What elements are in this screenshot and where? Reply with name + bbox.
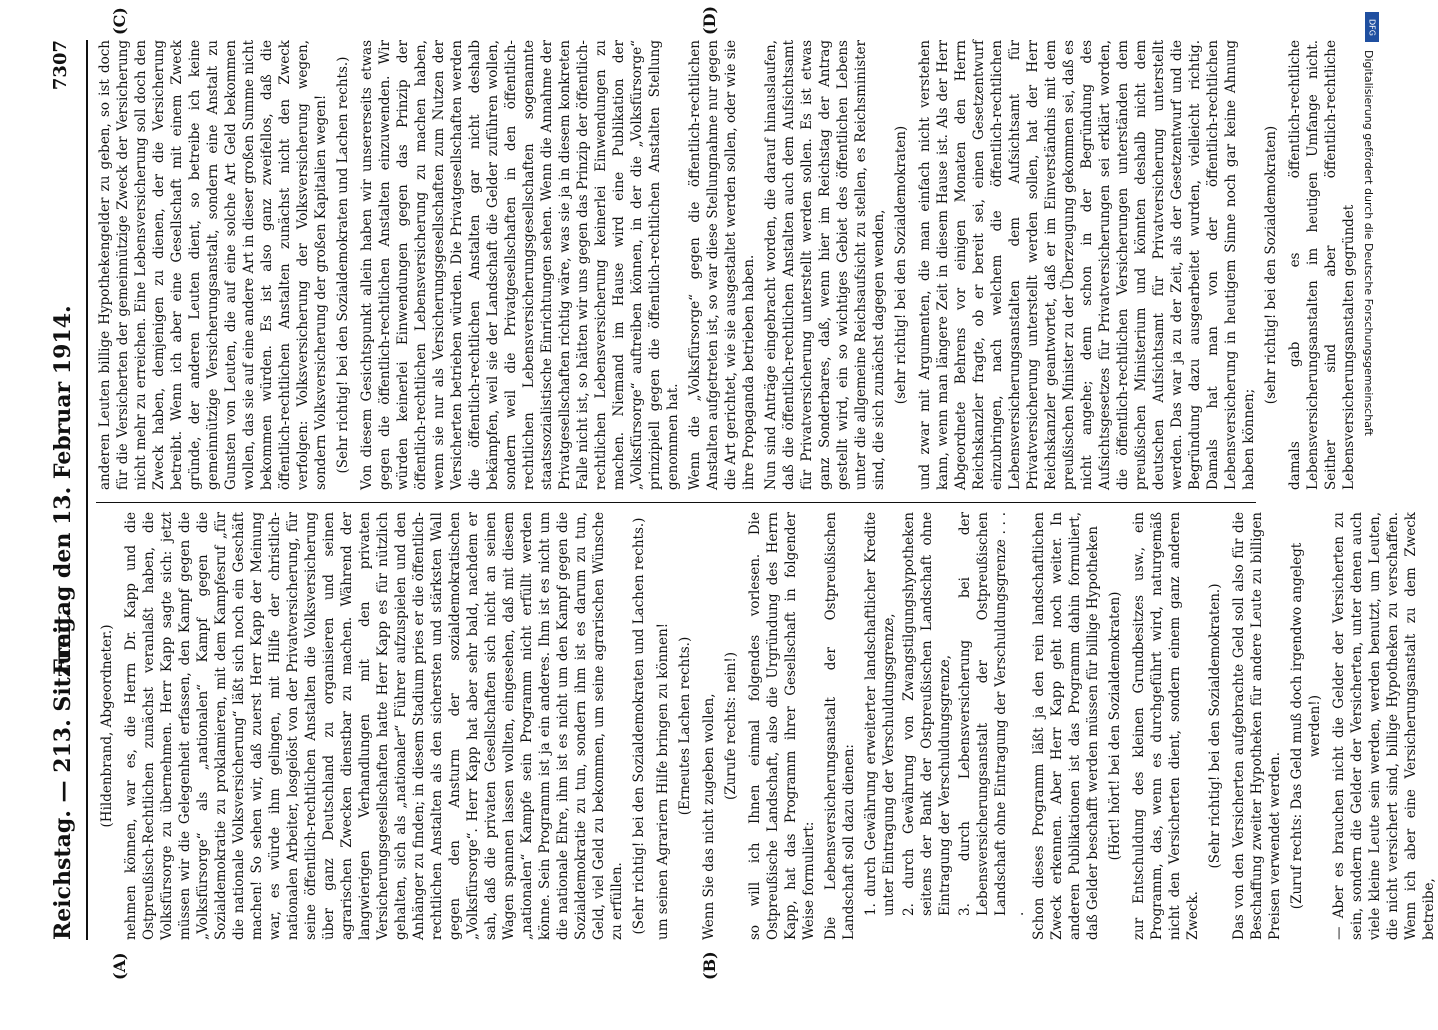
paragraph: Wenn Sie das nicht zugeben wollen, xyxy=(701,693,717,940)
margin-marker-d: (D) xyxy=(700,5,719,35)
margin-marker-a: (A) xyxy=(110,952,129,980)
interjection: (sehr richtig! bei den Sozialdemokraten) xyxy=(893,125,909,405)
quote-intro: Die Lebensversicherungsanstalt der Ostpreußischen Landschaft soll dazu dienen: xyxy=(823,512,857,940)
paragraph: — Aber es brauchen nicht die Gelder der Versicherten zu sein, sondern die Gelder der Versicherten, unter denen auch viele kleine Leute sein werden, werden benutzt, um Leuten, die nicht versichert sind, billige Hypotheken zu verschaffen. Wenn ich aber eine Versicherungsanstalt zu dem Zweck betreibe, xyxy=(1331,512,1437,940)
paragraph: um seinen Agrariern Hilfe bringen zu können! xyxy=(655,622,671,940)
margin-marker-b: (B) xyxy=(700,951,719,980)
interjection: (Erneutes Lachen rechts.) xyxy=(677,636,693,816)
interjection: (Zuruf rechts: Das Geld muß doch irgendwo angelegt werden!) xyxy=(1289,542,1323,910)
interjection: (sehr richtig! bei den Sozialdemokraten) xyxy=(1263,125,1279,405)
paragraph: so will ich Ihnen einmal folgendes vorlesen. Die Ostpreußische Landschaft, also die Urgründung des Herrn Kapp, hat das Programm ihrer Gesellschaft in folgender Weise formuliert: xyxy=(747,512,817,940)
paragraph: damals gab es öffentlich-rechtliche Lebensversicherungsanstalten im heutigen Umfange nicht. Seither sind aber öffentlich-rechtliche Lebensversicherungsanstalten gegründet xyxy=(1287,40,1357,490)
interjection: (Hört! hört! bei den Sozialdemokraten) xyxy=(1107,591,1123,861)
list-item: 3. durch Lebensversicherung bei der Lebensversicherungsanstalt der Ostpreußischen Landschaft ohne Eintragung der Verschuldungsgrenze . . . . xyxy=(957,512,1027,916)
paragraph: und zwar mit Argumenten, die man einfach nicht verstehen kann, wenn man längere Zeit in diesem Hause ist. Als der Herr Abgeordnete Behrens vor einigen Monaten den Herrn Reichskanzler fragte, ob er bereit sei, einen Gesetzentwurf einzubringen, nach welchem die öffentlich-rechtlichen Lebensversicherungsanstalten dem Aufsichtsamt für Privatversicherung unterstellt werden sollen, hat der Herr Reichskanzler geantwortet, daß er im Einverständnis mit dem preußischen Minister zu der Überzeugung gekommen sei, daß es nicht angehe; denn schon in der Begründung des Aufsichtsgesetzes für Privatversicherungen sei erklärt worden, die öffentlich-rechtlichen Versicherungen unterständen dem preußischen Ministerium und könnten deshalb nicht dem deutschen Aufsichtsamt für Privatversicherung unterstellt werden. Das war ja zu der Zeit, als der Gesetzentwurf und die Begründung dazu ausgearbeitet wurden, vielleicht richtig. Damals hat man von der öffentlich-rechtlichen Lebensversicherung in heutigem Sinne noch gar keine Ahnung haben können; xyxy=(917,40,1257,490)
paragraph: zur Entschuldung des kleinen Grundbesitzes usw., ein Programm, das, wenn es durchgeführt wird, naturgemäß nicht den Versicherten dient, sondern einem ganz anderen Zweck. xyxy=(1131,512,1201,940)
interjection: (Sehr richtig! bei den Sozialdemokraten und Lachen rechts.) xyxy=(335,56,351,474)
paragraph: Von diesem Gesichtspunkt allein haben wir unsererseits etwas gegen die öffentlich-rechtlichen Anstalten einzuwenden. Wir würden keinerlei Einwendungen gegen das Prinzip der öffentlich-rechtlichen Lebensversicherung zu machen haben, wenn sie nur als Versicherungsgesellschaften zum Nutzen der Versicherten betrieben würden. Die Privatgesellschaften werden die öffentlich-rechtlichen Anstalten gar nicht deshalb bekämpfen, weil sie der Landschaft die Gelder zuführen wollen, sondern weil die Privatgesellschaften in den öffentlich-rechtlichen Lebensversicherungsgesellschaften sogenannte staatssozialistische Einrichtungen sehen. Wenn die Annahme der Privatgesellschaften richtig wäre, was sie ja in diesem konkreten Falle nicht ist, so hätten wir uns gegen das Prinzip der öffentlich-rechtlichen Lebensversicherung keinerlei Einwendungen zu machen. Niemand im Hause wird eine Publikation der „Volksfürsorge“ auftreiben können, in der die „Volksfürsorge“ prinzipiell gegen die öffentlich-rechtlichen Anstalten Stellung genommen hat. xyxy=(359,40,681,490)
paragraph: Schon dieses Programm läßt ja den rein landschaftlichen Zweck erkennen. Aber Herr Kapp geht noch weiter. In anderen Publikationen ist das Programm dahin formuliert, daß Gelder beschafft werden müssen für billige Hypotheken xyxy=(1031,512,1101,940)
column-divider xyxy=(96,502,1256,503)
interjection: (Sehr richtig! bei den Sozialdemokraten.) xyxy=(1207,583,1223,869)
interjection: (Zurufe rechts: nein!) xyxy=(723,651,739,801)
list-item: 1. durch Gewährung erweiterter landschaftlicher Kredite unter Eintragung der Verschuldungsgrenze, xyxy=(863,512,897,916)
paragraph: Wenn die „Volksfürsorge“ gegen die öffentlich-rechtlichen Anstalten aufgetreten ist, so war diese Stellungnahme nur gegen die Art gerichtet, wie sie ausgestaltet werden sollen, oder wie sie ihre Propaganda betrieben haben. xyxy=(687,40,757,490)
interjection: (Sehr richtig! bei den Sozialdemokraten und Lachen rechts.) xyxy=(631,517,647,935)
digitization-credit xyxy=(1361,50,1381,1030)
paragraph: nehmen können, war es, die Herrn Dr. Kapp und die Ostpreußisch-Rechtlichen zunächst veranlaßt haben, die Volksfürsorge zu übernehmen. Herr Kapp sagte sich: jetzt müssen wir die Gelegenheit erfassen, den Kampf gegen die „Volksfürsorge“ als „nationalen“ Kampf gegen die Sozialdemokratie zu proklamieren, mit dem Kampfesruf „für die nationale Volksversicherung“ läßt sich noch ein Geschäft machen! So sehen wir, daß zuerst Herr Kapp der Meinung war, es würde ihm gelingen, mit Hilfe der christlich-nationalen Arbeiter, losgelöst von der Privatversicherung, für seine öffentlich-rechtlichen Anstalten die Volksversicherung über ganz Deutschland zu organisieren und seinen agrarischen Zwecken dienstbar zu machen. Während der langwierigen Verhandlungen mit den privaten Versicherungsgesellschaften hatte Herr Kapp es für nützlich gehalten, sich als „nationaler“ Führer aufzuspielen und den Anhänger zu finden; in diesem Stadium pries er die öffentlich-rechtlichen Anstalten als den sichersten und stärksten Wall gegen den Ansturm der sozialdemokratischen „Volksfürsorge“. Herr Kapp hat aber sehr bald, nachdem er sah, daß die privaten Gesellschaften sich nicht an seinen Wagen spannen lassen wollten, eingesehen, daß mit diesem „nationalen“ Kampfe sein Programm nicht erfüllt werden könne. Sein Programm ist ja ein anderes. Ihm ist es nicht um die nationale Ehre, ihm ist es nicht um den Kampf gegen die Sozialdemokratie zu tun, sondern ihm ist es darum zu tun, Geld, viel Geld zu bekommen, um seine agrarischen Wünsche zu erfüllen. xyxy=(123,512,625,940)
margin-marker-c: (C) xyxy=(110,7,129,35)
page-number: 7307 xyxy=(50,40,71,91)
right-column xyxy=(96,39,1357,490)
list-item: 2. durch Gewährung von Zwangstilgungshypotheken seitens der Bank der Ostpreußischen Landschaft ohne Eintragung der Verschuldungsgrenze, xyxy=(901,512,953,916)
header-date: Freitag den 13. Februar 1914. xyxy=(50,305,76,675)
paragraph: anderen Leuten billige Hypothekengelder zu geben, so ist doch für die Versicherten der gemeinnützige Zweck der Versicherung nicht mehr zu erreichen. Eine Lebensversicherung soll doch den Zweck haben, demjenigen zu dienen, der die Versicherung betreibt. Wenn ich aber eine Gesellschaft mit einem Zweck gründe, der anderen Leuten dient, so betreibe ich keine gemeinnützige Versicherungsanstalt, sondern eine Anstalt zu Gunsten von Leuten, die auf eine solche Art Geld bekommen wollen, das sie auf eine andere Art in dieser großen Summe nicht bekommen würden. Es ist also ganz zweifellos, daß die öffentlich-rechtlichen Anstalten zunächst nicht den Zweck verfolgen: Volksversicherung der Volksversicherung wegen, sondern Volksversicherung der großen Kapitalien wegen! xyxy=(97,39,329,490)
speaker-note: (Hildenbrand, Abgeordneter.) xyxy=(99,624,115,828)
credit-text: Digitalisierung gefördert durch die Deutsche Forschungsgemeinschaft xyxy=(1362,50,1375,436)
left-column xyxy=(96,512,1437,940)
paragraph: Das von den Versicherten aufgebrachte Geld soll also für die Beschaffung zweiter Hypotheken für andere Leute zu billigen Preisen verwendet werden. xyxy=(1231,512,1283,940)
header-left: Reichstag. — 213. Sitzung. xyxy=(50,609,76,940)
page-header xyxy=(50,40,80,940)
dfg-logo: DFG xyxy=(1365,12,1379,42)
header-rule xyxy=(86,40,88,940)
paragraph: Nun sind Anträge eingebracht worden, die darauf hinauslaufen, daß die öffentlich-rechtlichen Anstalten auch dem Aufsichtsamt für Privatversicherung unterstellt werden sollen. Es ist etwas ganz Sonderbares, daß, wenn hier im Reichstag der Antrag gestellt wird, ein so wichtiges Gebiet des öffentlichen Lebens unter die allgemeine Reichsaufsicht zu stellen, es Reichsminister sind, die sich zunächst dagegen wenden, xyxy=(763,40,887,490)
